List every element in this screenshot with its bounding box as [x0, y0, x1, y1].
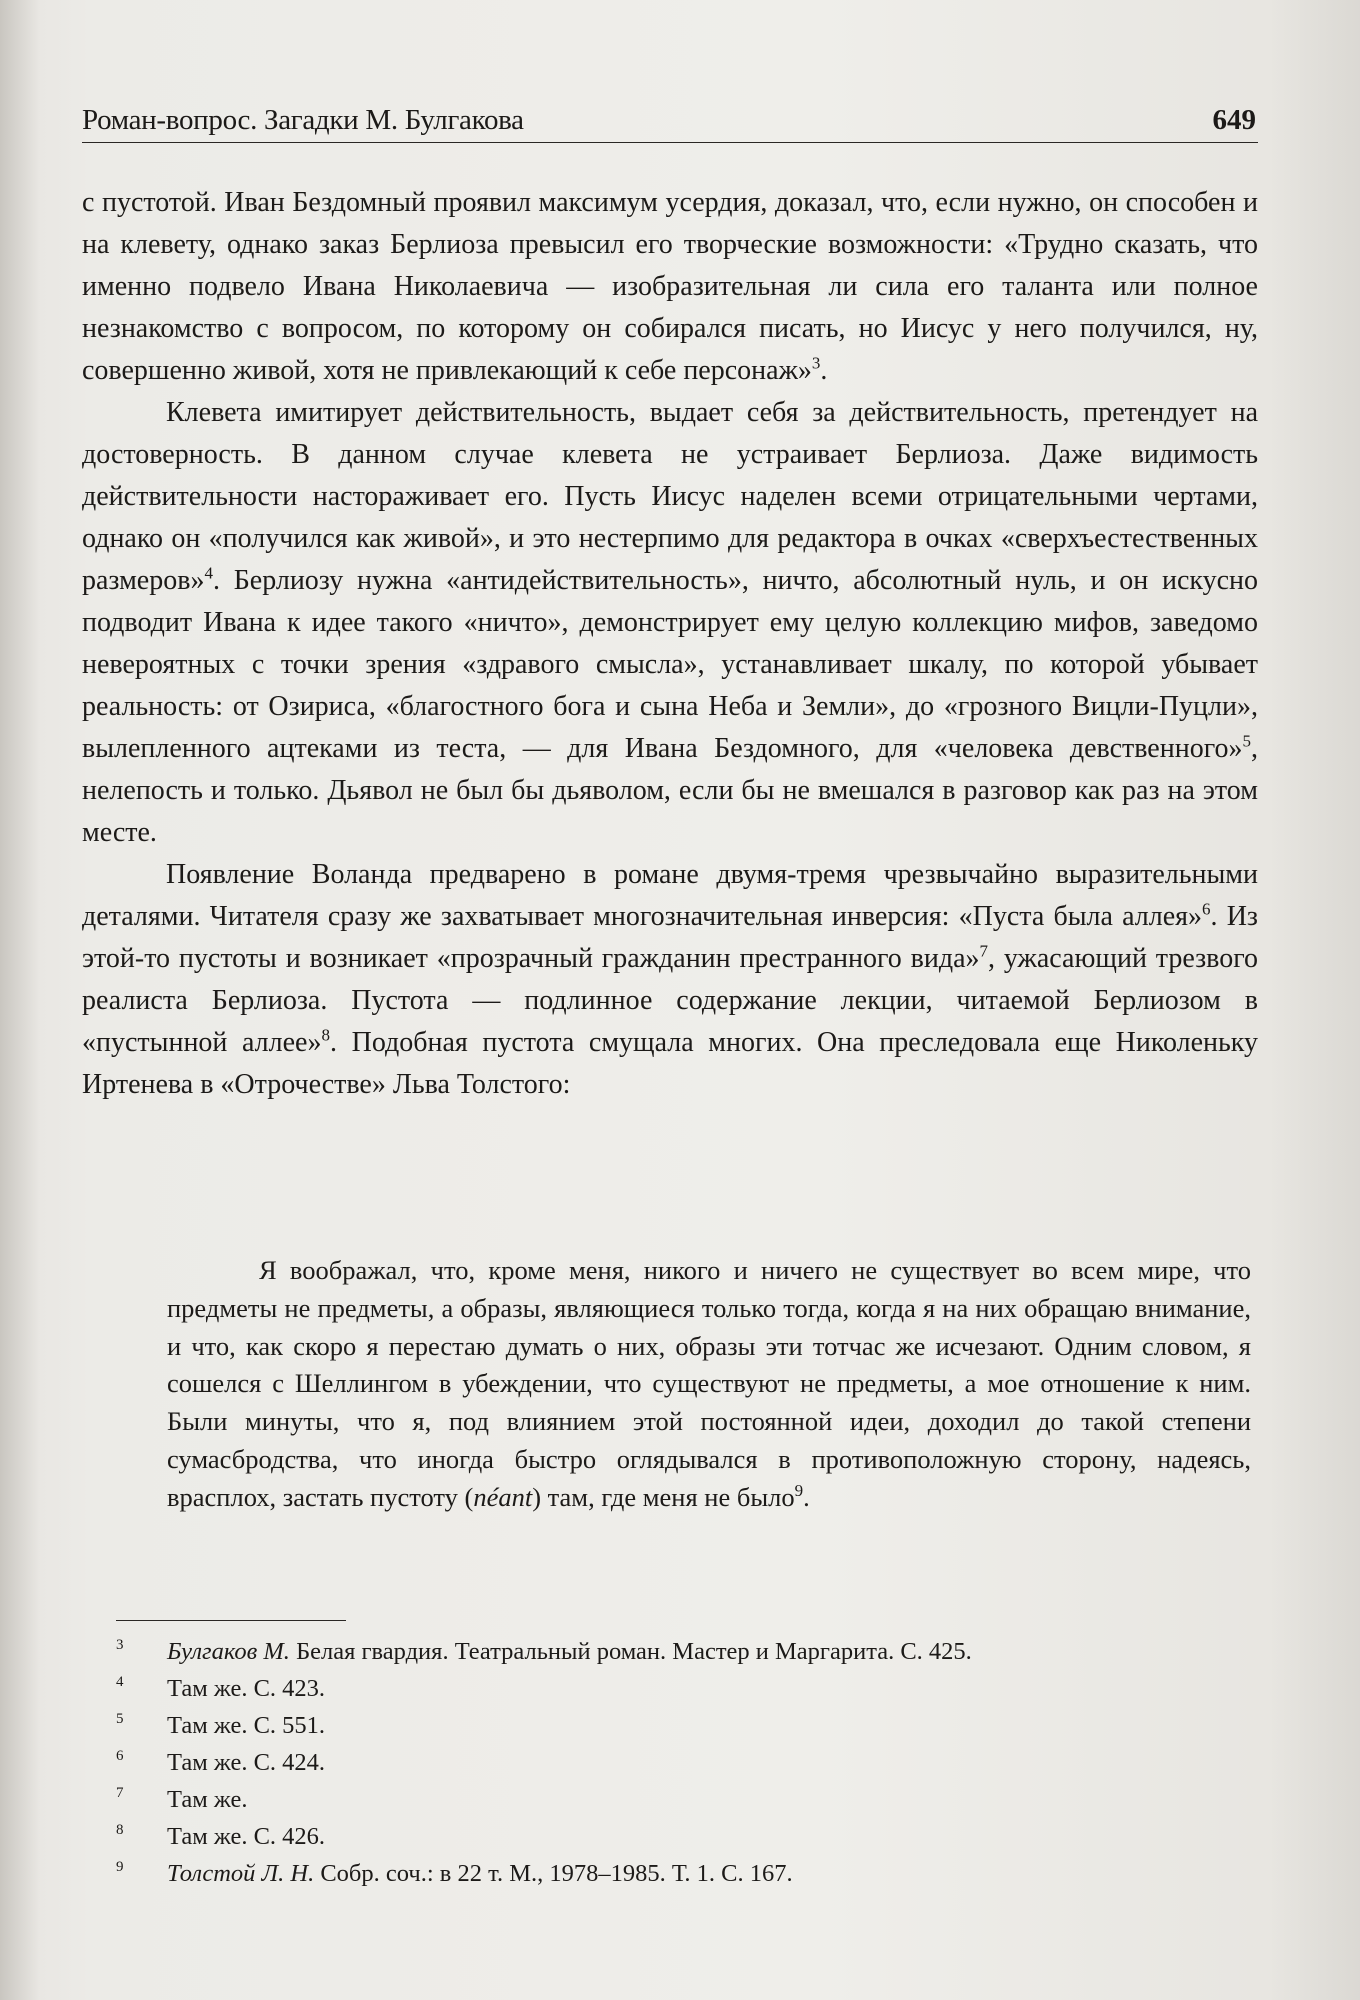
- footnote-item: [82, 1633, 1258, 1670]
- footnote-body: Там же. С. 426.: [167, 1823, 326, 1850]
- quote-paragraph: [167, 1252, 1251, 1517]
- footnote-number: 6: [116, 1748, 124, 1764]
- paragraph-3-text-a: Появление Воланда предварено в романе двумя-тремя чрезвычайно выразительными деталями. Читателя сразу же захватывает многозначительная инверсия: «Пуста была аллея»: [82, 859, 1258, 932]
- paragraph-2: [82, 392, 1258, 854]
- footnote-ref-4: 4: [204, 563, 213, 583]
- footnote-body: Там же. С. 551.: [167, 1712, 326, 1739]
- paragraph-1-end: .: [820, 355, 828, 386]
- footnote-text: [167, 1633, 972, 1670]
- footnote-body: Там же. С. 423.: [167, 1675, 326, 1702]
- footnote-body: Там же. С. 424.: [167, 1749, 326, 1776]
- quote-end: .: [803, 1481, 810, 1512]
- paragraph-3-text-c: , ужасающий трезвого реалиста Берлиоза. Пустота — подлинное содержание лекции, читаемой Берлиозом в «пустынной аллее»: [82, 943, 1258, 1058]
- paragraph-3: [82, 854, 1258, 1106]
- running-title: Роман-вопрос. Загадки М. Булгакова: [82, 104, 524, 136]
- footnote-text: [167, 1744, 325, 1781]
- footnote-body: Там же.: [167, 1786, 248, 1813]
- footnote-number: 7: [116, 1785, 124, 1801]
- paragraph-2-text-c: , нелепость и только. Дьявол не был бы дьяволом, если бы не вмешался в разговор как раз на этом месте.: [82, 733, 1258, 848]
- footnote-text: [167, 1855, 793, 1892]
- main-text: [82, 182, 1258, 1106]
- footnote-number: 8: [116, 1822, 124, 1838]
- footnote-number: 9: [116, 1859, 124, 1875]
- quote-italic-word: néant: [473, 1481, 533, 1512]
- footnote-ref-5: 5: [1242, 731, 1251, 751]
- paragraph-1: [82, 182, 1258, 392]
- footnote-item: [82, 1670, 1258, 1707]
- footnote-item: [82, 1855, 1258, 1892]
- footnotes: [82, 1633, 1258, 1892]
- footnote-ref-6: 6: [1202, 899, 1211, 919]
- page-number: 649: [1212, 104, 1256, 136]
- footnote-number: 3: [116, 1637, 124, 1653]
- footnote-item: [82, 1707, 1258, 1744]
- footnote-ref-7: 7: [979, 941, 989, 961]
- footnote-ref-3: 3: [811, 353, 821, 373]
- footnote-number: 5: [116, 1711, 124, 1727]
- footnote-body: Белая гвардия. Театральный роман. Мастер и Маргарита. С. 425.: [289, 1638, 972, 1665]
- paragraph-1-text: с пустотой. Иван Бездомный проявил максимум усердия, доказал, что, если нужно, он способен и на клевету, однако заказ Берлиоза превысил его творческие возможности: «Трудно сказать, что именно подвело Ивана Николаевича — изобразительная ли сила его таланта или полное незнакомство с вопросом, по которому он собирался писать, но Иисус у него получился, ну, совершенно живой, хотя не привлекающий к себе персонаж»: [82, 187, 1258, 386]
- footnote-text: [167, 1707, 325, 1744]
- footnote-ref-8: 8: [321, 1025, 330, 1045]
- footnote-text: [167, 1670, 325, 1707]
- paragraph-2-text-a: Клевета имитирует действительность, выдает себя за действительность, претендует на достоверность. В данном случае клевета не устраивает Берлиоза. Даже видимость действительности настораживает его. Пусть Иисус наделен всеми отрицательными чертами, однако он «получился как живой», и это нестерпимо для редактора в очках «сверхъестественных размеров»: [82, 397, 1258, 596]
- footnote-text: [167, 1781, 247, 1818]
- footnote-item: [82, 1818, 1258, 1855]
- paragraph-3-text-d: . Подобная пустота смущала многих. Она преследовала еще Николеньку Иртенева в «Отрочестве» Льва Толстого:: [82, 1027, 1259, 1100]
- running-header: [82, 100, 1258, 143]
- footnote-ref-9: 9: [794, 1480, 804, 1500]
- footnote-text: [167, 1818, 325, 1855]
- footnote-divider: [116, 1620, 346, 1621]
- footnote-body: Собр. соч.: в 22 т. М., 1978–1985. Т. 1. С. 167.: [314, 1860, 793, 1887]
- footnote-author: Толстой Л. Н.: [167, 1860, 315, 1887]
- footnote-item: [82, 1744, 1258, 1781]
- block-quote: [167, 1252, 1251, 1517]
- page-edge-shadow: [1270, 0, 1360, 2000]
- quote-text-b: ) там, где меня не было: [532, 1481, 795, 1512]
- footnote-item: [82, 1781, 1258, 1818]
- footnote-number: 4: [116, 1674, 124, 1690]
- paragraph-2-text-b: . Берлиозу нужна «антидействительность», ничто, абсолютный нуль, и он искусно подводит Ивана к идее такого «ничто», демонстрирует ему целую коллекцию мифов, заведомо невероятных с точки зрения «здравого смысла», устанавливает шкалу, по которой убывает реальность: от Озириса, «благостного бога и сына Неба и Земли», до «грозного Вицли-Пуцли», вылепленного ацтеками из теста, — для Ивана Бездомного, для «человека девственного»: [82, 565, 1258, 764]
- quote-text-a: Я воображал, что, кроме меня, никого и ничего не существует во всем мире, что предметы не предметы, а образы, являющиеся только тогда, когда я на них обращаю внимание, и что, как скоро я перестаю думать о них, образы эти тотчас же исчезают. Одним словом, я сошелся с Шеллингом в убеждении, что существуют не предметы, а мое отношение к ним. Были минуты, что я, под влиянием этой постоянной идеи, доходил до такой степени сумасбродства, что иногда быстро оглядывался в противоположную сторону, надеясь, врасплох, застать пустоту (: [167, 1255, 1251, 1512]
- footnote-author: Булгаков М.: [167, 1638, 290, 1665]
- paragraph-3-text-b: . Из этой-то пустоты и возникает «прозрачный гражданин престранного вида»: [82, 901, 1258, 974]
